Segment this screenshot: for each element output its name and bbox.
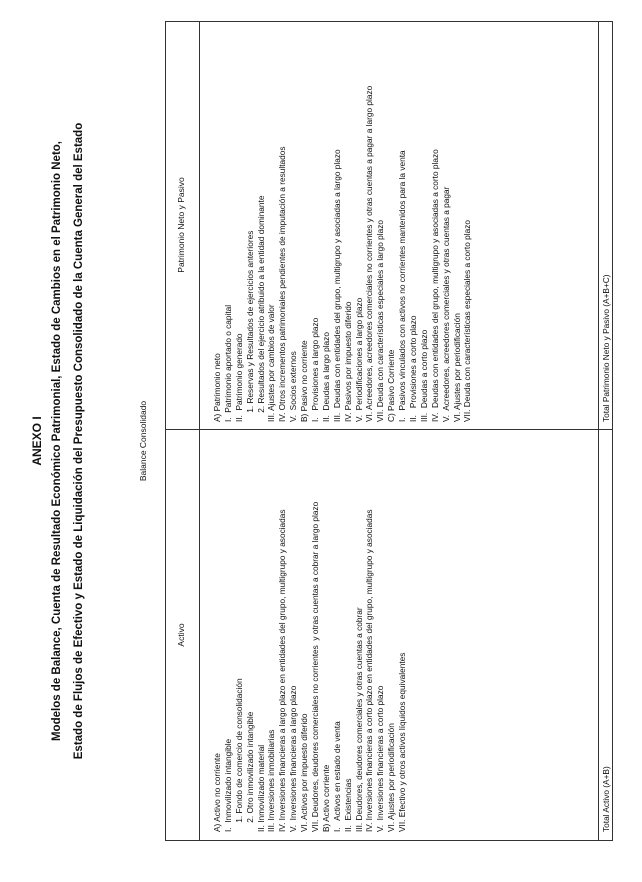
left-line-item: B) Activo corriente [320, 764, 331, 832]
balance-subtitle: Balance Consolidado [138, 400, 148, 482]
right-line-item: B) Pasivo no corriente [299, 340, 310, 422]
balance-table [165, 21, 613, 841]
right-line-item: I. Provisiones a largo plazo [310, 317, 321, 422]
right-line-item: IV. Deudas con entidades del grupo, multigrupo y asociadas a corto plazo [429, 149, 440, 422]
right-line-item: IV. Pasivos por impuesto diferido [342, 301, 353, 422]
right-line-item: IV. Otros incrementos patrimoniales pendientes de imputación a resultados [277, 146, 288, 422]
right-line-item: C) Pasivo Corriente [386, 349, 397, 422]
total-assets: Total Activo (A+B) [601, 766, 611, 832]
right-line-item: V. Acreedores, acreedores comerciales y otras cuentas a pagar [440, 186, 451, 422]
right-line-item: II. Provisiones a corto plazo [408, 315, 419, 422]
right-line-item: III. Deudas con entidades del grupo, multigrupo y asociadas a largo plazo [331, 149, 342, 422]
document-title-line-2: Estado de Flujos de Efectivo y Estado de Liquidación del Presupuesto Consolidado de la Cuenta General del Estado [73, 122, 85, 760]
left-line-item: VI. Activos por impuesto diferido [299, 713, 310, 832]
left-line-item: III. Deudores, deudores comerciales y otras cuentas a cobrar [353, 607, 364, 832]
left-line-item: I. Inmovilizado intangible [222, 738, 233, 832]
right-line-item: A) Patrimonio neto [212, 353, 222, 422]
right-line-item: VII. Deuda con características especiales a largo plazo [375, 220, 386, 422]
right-line-item: V. Socios externos [288, 351, 299, 422]
annex-title: ANEXO I [30, 416, 44, 466]
left-line-item: V. Inversiones financieras a largo plazo [288, 685, 299, 832]
left-line-item: I. Activos en estado de venta [331, 721, 342, 832]
left-line-item: II. Inmovilizado material [255, 744, 266, 832]
right-line-item: I. Patrimonio aportado o capital [222, 304, 233, 422]
right-line-item: II. Patrimonio generado [233, 333, 244, 422]
right-line-item: VI. Ajustes por periodificación [451, 313, 462, 422]
right-line-item: I. Pasivos vinculados con activos no corrientes mantenidos para la venta [397, 150, 408, 422]
right-line-item: III. Deudas a corto plazo [418, 329, 429, 422]
left-line-item: V. Inversiones financieras a corto plazo [375, 685, 386, 832]
right-line-item: VI. Acreedores, acreedores comerciales no corrientes y otras cuentas a pagar a largo plazo [364, 85, 375, 422]
equity-liabilities-list [212, 24, 473, 422]
total-divider [598, 22, 599, 840]
right-line-item: V. Periodificaciones a largo plazo [353, 297, 364, 422]
right-line-item: VII. Deuda con características especiales a corto plazo [462, 220, 473, 422]
left-line-item: VII. Deudores, deudores comerciales no corrientes y otras cuentas a cobrar a largo plazo [310, 501, 321, 832]
left-line-item: II. Existencias [342, 778, 353, 832]
left-line-item: 1. Fondo de comercio de consolidación [233, 678, 244, 832]
left-line-item: IV. Inversiones financieras a corto plazo en entidades del grupo, multigrupo y asociadas [364, 509, 375, 832]
left-line-item: 2. Otro inmovilizado intangible [244, 711, 255, 832]
left-line-item: VI. Ajustes por periodificación [386, 723, 397, 832]
assets-header: Activo [176, 623, 186, 647]
right-line-item: 2. Resultados del ejercicio atribuido a la entidad dominante [255, 195, 266, 422]
right-line-item: III. Ajustes por cambios de valor [266, 304, 277, 422]
equity-liabilities-header: Patrimonio Neto y Pasivo [176, 177, 186, 273]
header-divider [199, 22, 200, 840]
left-line-item: III. Inversiones inmobiliarias [266, 729, 277, 832]
right-line-item: II. Deudas a largo plazo [320, 332, 331, 422]
left-line-item: VII. Efectivo y otros activos líquidos equivalentes [397, 652, 408, 832]
total-equity-liabilities: Total Patrimonio Neto y Pasivo (A+B+C) [601, 274, 611, 422]
document-title-line-1: Modelos de Balance, Cuenta de Resultado Económico Patrimonial, Estado de Cambios en el Patrimonio Neto, [51, 140, 63, 742]
assets-list [212, 434, 408, 832]
left-line-item: IV. Inversiones financieras a largo plazo en entidades del grupo, multigrupo y asociadas [277, 509, 288, 832]
right-line-item: 1. Reservas y Resultados de ejercicios anteriores [244, 230, 255, 422]
left-line-item: A) Activo no corriente [212, 753, 222, 832]
column-divider [166, 429, 612, 430]
